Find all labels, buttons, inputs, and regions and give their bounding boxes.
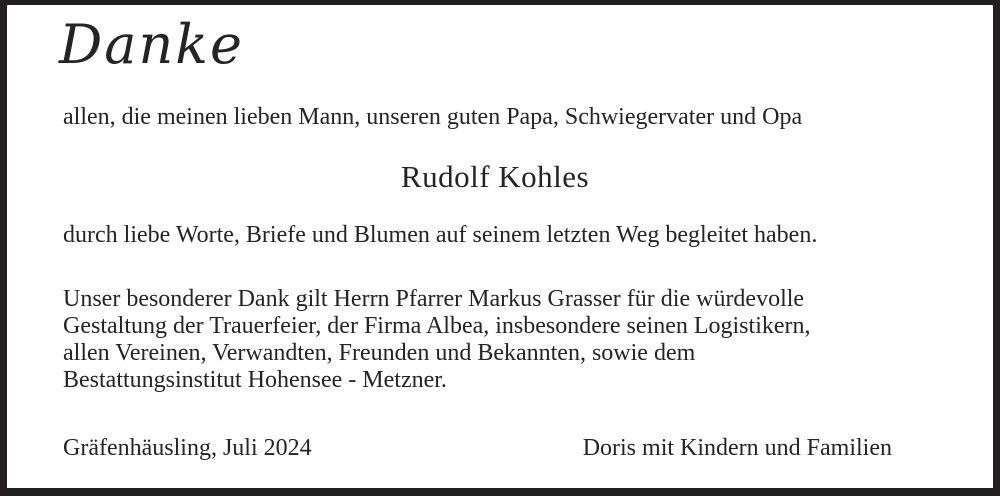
farewell-line: durch liebe Worte, Briefe und Blumen auf seinem letzten Weg begleitet haben. — [63, 222, 818, 248]
thanks-line-4: Bestattungsinstitut Hohensee - Metzner. — [63, 367, 447, 393]
thanks-paragraph — [63, 286, 811, 394]
thanks-line-2: Gestaltung der Trauerfeier, der Firma Albea, insbesondere seinen Logistikern, — [63, 313, 811, 339]
signature-family: Doris mit Kindern und Familien — [582, 435, 892, 461]
thanks-line-1: Unser besonderer Dank gilt Herrn Pfarrer Markus Grasser für die würdevolle — [63, 286, 805, 312]
intro-line: allen, die meinen lieben Mann, unseren guten Papa, Schwiegervater und Opa — [63, 104, 803, 130]
deceased-name: Rudolf Kohles — [400, 159, 590, 194]
headline-danke: Danke — [59, 13, 244, 76]
notice-footer — [63, 435, 892, 462]
thanks-line-3: allen Vereinen, Verwandten, Freunden und Bekannten, sowie dem — [63, 340, 696, 366]
place-date: Gräfenhäusling, Juli 2024 — [63, 435, 312, 461]
